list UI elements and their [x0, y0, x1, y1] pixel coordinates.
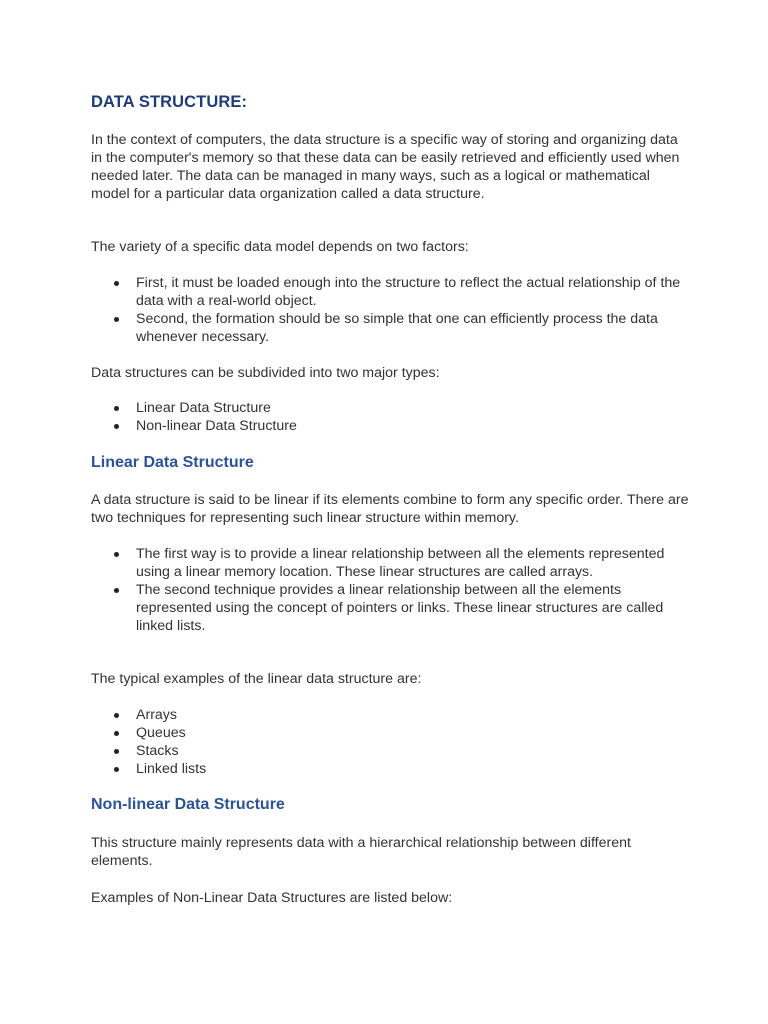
nonlinear-heading: Non-linear Data Structure — [91, 796, 285, 813]
intro-paragraph: In the context of computers, the data structure is a specific way of storing and organizing data in the computer's memory so that these data can be easily retrieved and efficiently used when needed later. The data can be managed in many ways, such as a logical or mathematical model for a particular data organization called a data structure. — [91, 132, 680, 202]
types-list — [91, 399, 691, 435]
nonlinear-examples-intro: Examples of Non-Linear Data Structures are listed below: — [91, 890, 453, 906]
bullet-icon — [114, 749, 119, 754]
list-item: Arrays — [91, 706, 691, 724]
page-title: DATA STRUCTURE: — [91, 93, 248, 111]
list-item: Non-linear Data Structure — [91, 417, 691, 435]
bullet-icon — [114, 731, 119, 736]
list-item: Second, the formation should be so simple that one can efficiently process the data whenever necessary. — [91, 310, 691, 346]
linear-techniques-list — [91, 545, 691, 635]
factors-list — [91, 274, 691, 346]
list-item: Stacks — [91, 742, 691, 760]
list-item: First, it must be loaded enough into the structure to reflect the actual relationship of the data with a real-world object. — [91, 274, 691, 310]
linear-examples-list — [91, 706, 691, 778]
list-item: The second technique provides a linear relationship between all the elements represented using the concept of pointers or links. These linear structures are called linked lists. — [91, 581, 691, 635]
linear-description: A data structure is said to be linear if its elements combine to form any specific order. There are two techniques for representing such linear structure within memory. — [91, 492, 689, 526]
bullet-icon — [114, 552, 119, 557]
bullet-icon — [114, 281, 119, 286]
bullet-icon — [114, 317, 119, 322]
factors-intro: The variety of a specific data model depends on two factors: — [91, 239, 469, 255]
bullet-icon — [114, 424, 119, 429]
list-item: Linear Data Structure — [91, 399, 691, 417]
types-intro: Data structures can be subdivided into two major types: — [91, 365, 440, 381]
list-item: Linked lists — [91, 760, 691, 778]
nonlinear-description: This structure mainly represents data with a hierarchical relationship between different elements. — [91, 835, 631, 869]
linear-examples-intro: The typical examples of the linear data structure are: — [91, 671, 422, 687]
list-item: Queues — [91, 724, 691, 742]
bullet-icon — [114, 588, 119, 593]
linear-heading: Linear Data Structure — [91, 454, 254, 471]
list-item: The first way is to provide a linear relationship between all the elements represented using a linear memory location. These linear structures are called arrays. — [91, 545, 691, 581]
bullet-icon — [114, 406, 119, 411]
bullet-icon — [114, 713, 119, 718]
bullet-icon — [114, 767, 119, 772]
